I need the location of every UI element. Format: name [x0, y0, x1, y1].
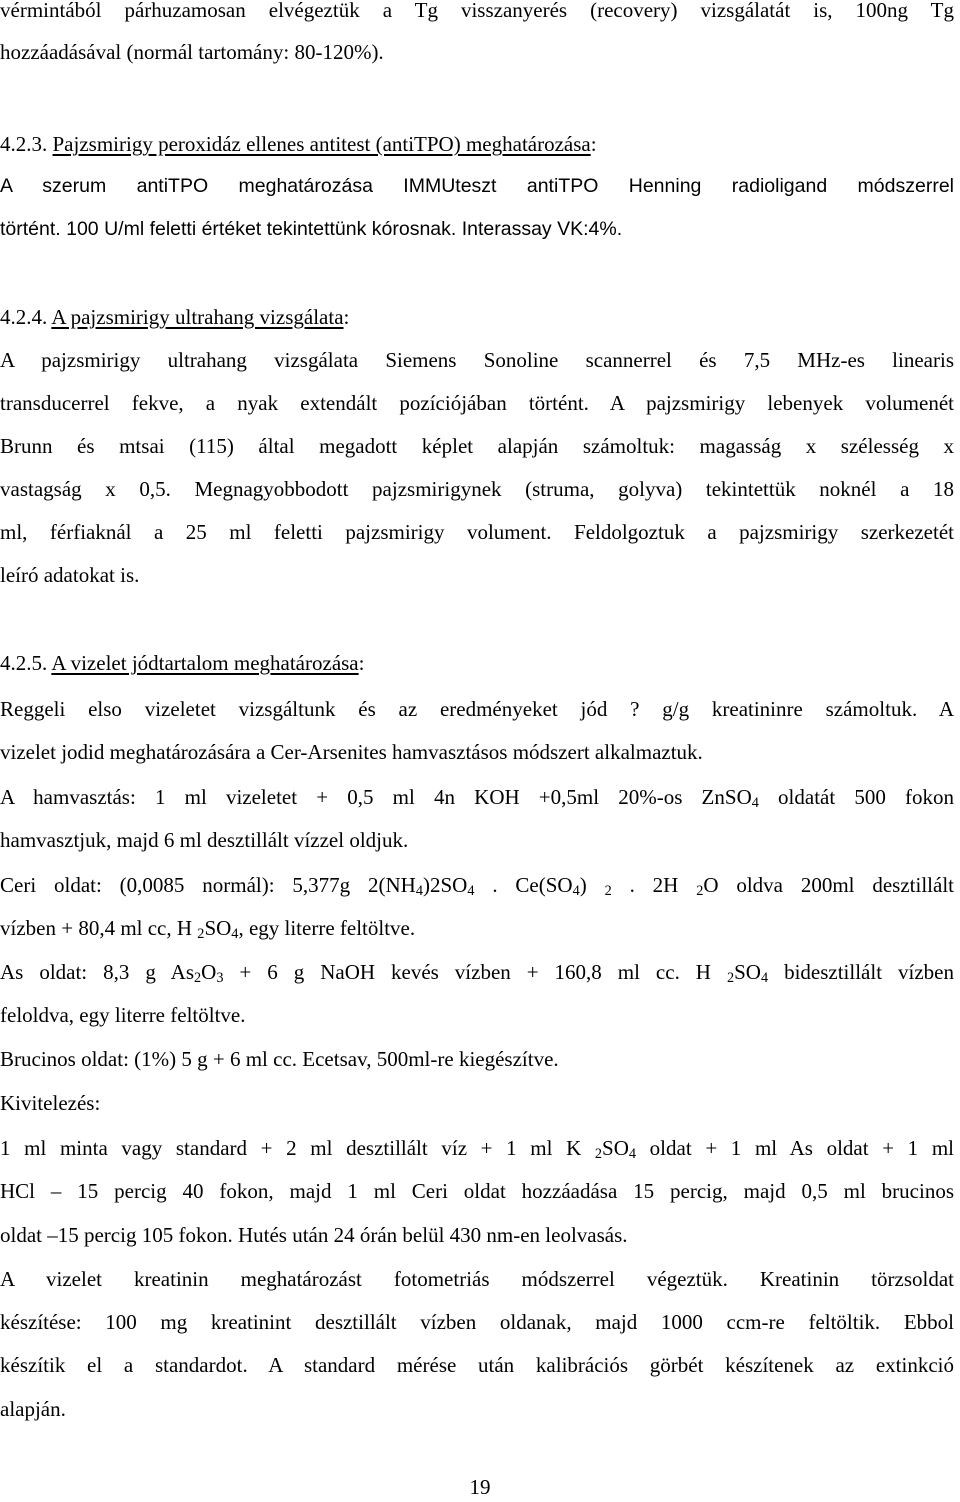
section-heading-4-2-3: [0, 129, 954, 159]
heading-colon: :: [343, 305, 350, 329]
paragraph-line: történt. 100 U/ml feletti értéket tekintettünk kórosnak. Interassay VK:4%.: [0, 218, 623, 240]
paragraph-line: feloldva, egy literre feltöltve.: [0, 1003, 246, 1027]
paragraph-line: Brucinos oldat: (1%) 5 g + 6 ml cc. Ecetsav, 500ml-re kiegészítve.: [0, 1047, 559, 1071]
section-number: 4.2.4.: [0, 305, 48, 329]
heading-colon: :: [358, 651, 365, 675]
paragraph-line: készítik el a standardot. A standard mérése után kalibrációs görbét készítenek az extinkció: [0, 1353, 954, 1377]
heading-colon: :: [590, 132, 597, 156]
paragraph-line: készítése: 100 mg kreatinint desztillált vízben oldanak, majd 1000 ccm-re feltöltik. Ebbol: [0, 1310, 954, 1334]
paragraph-line: alapján.: [0, 1397, 66, 1421]
section-title: A vizelet jódtartalom meghatározása: [51, 651, 359, 675]
paragraph-line: A vizelet kreatinin meghatározást fotometriás módszerrel végeztük. Kreatinin törzsoldat: [0, 1267, 954, 1291]
section-title: Pajzsmirigy peroxidáz ellenes antitest (antiTPO) meghatározása: [52, 132, 591, 156]
paragraph-line: A pajzsmirigy ultrahang vizsgálata Siemens Sonoline scannerrel és 7,5 MHz-es linearis: [0, 348, 954, 372]
paragraph-line: HCl – 15 percig 40 fokon, majd 1 ml Ceri oldat hozzáadása 15 percig, majd 0,5 ml brucinos: [0, 1179, 954, 1203]
paragraph-line: vizelet jodid meghatározására a Cer-Arsenites hamvasztásos módszert alkalmaztuk.: [0, 740, 703, 764]
paragraph-line: oldat –15 percig 105 fokon. Hutés után 24 órán belül 430 nm-en leolvasás.: [0, 1223, 628, 1247]
paragraph-line: Ceri oldat: (0,0085 normál): 5,377g $2(NH_4)2SO_4$ . $Ce(SO_4)$ $_2$ . 2H $_2$O oldva 200ml desztillált: [0, 873, 955, 900]
paragraph-line: Brunn és mtsai (115) által megadott képlet alapján számoltuk: magasság x szélesség x: [0, 434, 954, 458]
paragraph-line: leíró adatokat is.: [0, 563, 140, 587]
paragraph-line: As oldat: 8,3 g $As_2O_3 + 6$ g NaOH kevés vízben + 160,8 ml cc. H $_2SO_4$ bidesztillált vízben: [0, 960, 954, 987]
subheading-kivitelezes: Kivitelezés:: [0, 1091, 101, 1115]
page-number: 19: [469, 1475, 491, 1499]
section-number: 4.2.5.: [0, 651, 48, 675]
section-title: A pajzsmirigy ultrahang vizsgálata: [51, 305, 344, 329]
intro-line: hozzáadásával (normál tartomány: 80-120%).: [0, 40, 384, 64]
paragraph-line: A hamvasztás: 1 ml vizeletet + 0,5 ml 4n KOH +0,5ml 20%-os ZnSO$_4$ oldatát 500 fokon: [0, 785, 955, 812]
section-number: 4.2.3.: [0, 132, 48, 156]
paragraph-line: A szerum antiTPO meghatározása IMMUteszt antiTPO Henning radioligand módszerrel: [0, 175, 954, 197]
paragraph-line: transducerrel fekve, a nyak extendált pozíciójában történt. A pajzsmirigy lebenyek volumenét: [0, 391, 954, 415]
paragraph-line: vastagság x 0,5. Megnagyobbodott pajzsmirigynek (struma, golyva) tekintettük noknél a 18: [0, 477, 954, 501]
paragraph-line: 1 ml minta vagy standard + 2 ml desztillált víz + 1 ml K $_2SO_4$ oldat + 1 ml As oldat + 1 ml: [0, 1136, 954, 1163]
paragraph-line: ml, férfiaknál a 25 ml feletti pajzsmirigy volument. Feldolgoztuk a pajzsmirigy szerkezetét: [0, 520, 954, 544]
paragraph-line: vízben + 80,4 ml cc, H $_2SO_4$, egy literre feltöltve.: [0, 916, 416, 943]
intro-line: vérmintából párhuzamosan elvégeztük a Tg visszanyerés (recovery) vizsgálatát is, 100ng Tg: [0, 0, 954, 22]
paragraph-line: Reggeli elso vizeletet vizsgáltunk és az eredményeket jód ? g/g kreatininre számoltuk. A: [0, 697, 954, 721]
section-heading-4-2-5: [0, 648, 954, 678]
paragraph-line: hamvasztjuk, majd 6 ml desztillált vízzel oldjuk.: [0, 828, 409, 852]
section-heading-4-2-4: [0, 302, 954, 332]
